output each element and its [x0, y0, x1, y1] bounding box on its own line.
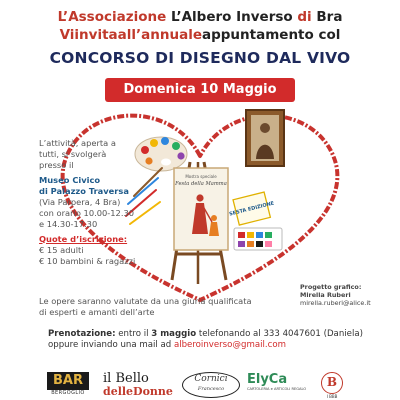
venue-palazzo: di Palazzo Traversa — [39, 185, 129, 196]
association-name: L’Albero Inverso — [170, 9, 293, 25]
sponsor-cornici-logo — [182, 372, 240, 398]
fees-label: Quote d’iscrizione: — [39, 233, 128, 244]
date-banner: Domenica 10 Maggio 2026 — [105, 78, 295, 102]
framed-portrait — [246, 110, 284, 166]
sponsor-bello-donne-logo — [103, 372, 178, 398]
association-city: Bra — [316, 9, 343, 25]
bello-line-2: delle — [103, 385, 134, 398]
bello-line-3: Donne — [133, 385, 173, 398]
elyca-name: ElyCa — [247, 372, 288, 387]
invite-appointment: appuntamento col — [202, 27, 341, 43]
edition-badge-text: SESTA EDIZIONE — [228, 200, 275, 218]
association-di: di — [297, 9, 312, 25]
booking-email-link[interactable]: alberoinverso@gmail.com — [173, 340, 286, 350]
fee-children: € 10 bambini & ragazzi — [39, 256, 136, 267]
address-hours: (Via Parpera, 4 Bra) con orario 10.00-12.30 e 14.30-17.30 — [39, 197, 135, 230]
booking-deadline: 3 maggio — [151, 329, 197, 339]
bar-logo-sub: BERGOGLIO — [51, 390, 85, 396]
booking-text-1: entro il — [118, 329, 149, 339]
canvas-top-text: Mostra speciale — [185, 174, 217, 179]
event-title: CONCORSO DI DISEGNO DAL VIVO — [49, 49, 351, 67]
cornici-name: Cornici — [194, 374, 228, 384]
design-credit — [300, 283, 400, 307]
ibbb-sub: I BBB — [326, 394, 338, 399]
palette-icon — [135, 137, 187, 171]
sponsor-ibbb-logo — [317, 372, 347, 398]
sponsor-bar-bergoglio-logo — [47, 372, 89, 398]
booking-info — [48, 329, 398, 351]
sponsor-elyca-logo — [247, 372, 307, 398]
ibbb-mark: B — [321, 372, 343, 394]
venue-museum: Museo Civico — [39, 174, 101, 185]
bar-logo-mark: BAR — [47, 372, 89, 390]
booking-label: Prenotazione: — [48, 329, 116, 339]
design-credit-name: Mirella Ruberi — [300, 291, 351, 299]
booking-text-3: oppure inviando una mail ad — [48, 340, 172, 350]
evaluation-text: Le opere saranno valutate da una giuria qualificata di esperti e amanti dell’arte — [39, 296, 252, 318]
elyca-sub: CARTOLERIA e ARTICOLI REGALO — [247, 387, 307, 391]
invite-text: Viinvitaall’annuale — [59, 27, 202, 43]
bello-line-1: il Bello — [103, 371, 149, 386]
design-credit-label: Progetto grafico: — [300, 283, 362, 291]
event-info-column — [39, 138, 135, 267]
fee-adults: € 15 adulti — [39, 244, 84, 255]
header-line-2 — [0, 27, 400, 43]
intro-text: L’attività, aperta a tutti, si svolgerà presso il — [39, 138, 116, 171]
header-line-1 — [0, 9, 400, 25]
design-credit-email[interactable]: mirella.ruberi@alice.it — [300, 299, 371, 307]
cornici-sub: Francesco — [197, 386, 225, 392]
canvas-title-text: Festa della Mamma — [175, 181, 227, 187]
booking-phone: telefonando al 333 4047601 (Daniela) — [198, 329, 363, 339]
paint-tray-icon — [234, 228, 282, 250]
association-label: L’Associazione — [57, 9, 167, 25]
